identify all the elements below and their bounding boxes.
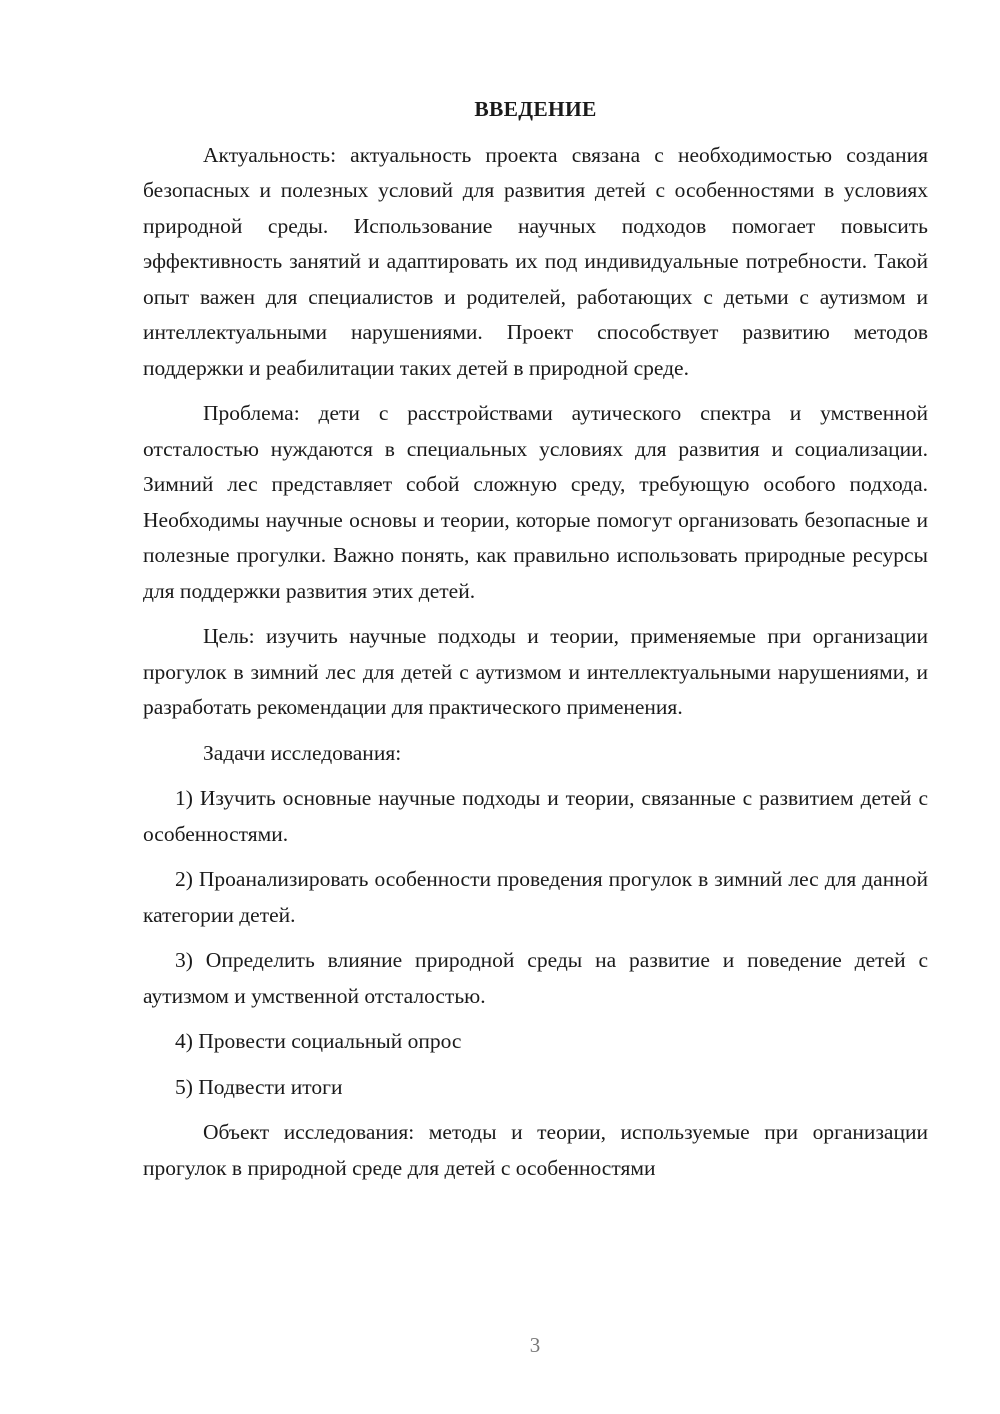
paragraph-object: Объект исследования: методы и теории, используемые при организации прогулок в природной среде для детей с особенностями (143, 1120, 928, 1180)
task-item-2: 2) Проанализировать особенности проведения прогулок в зимний лес для данной категории детей. (143, 867, 928, 927)
paragraph-relevance: Актуальность: актуальность проекта связана с необходимостью создания безопасных и полезных условий для развития детей с особенностями в условиях природной среды. Использование научных подходов помогает повысить эффективность занятий и адаптировать их под индивидуальные потребности. Такой опыт важен для специалистов и родителей, работающих с детьми с аутизмом и интеллектуальными нарушениями. Проект способствует развитию методов поддержки и реабилитации таких детей в природной среде. (143, 142, 928, 380)
page-title: ВВЕДЕНИЕ (474, 97, 597, 121)
task-item-3: 3) Определить влияние природной среды на развитие и поведение детей с аутизмом и умственной отсталостью. (143, 948, 928, 1008)
task-item-5: 5) Подвести итоги (175, 1074, 343, 1099)
task-item-1: 1) Изучить основные научные подходы и теории, связанные с развитием детей с особенностями. (143, 786, 928, 846)
document-body (143, 92, 928, 1196)
task-item-4: 4) Провести социальный опрос (175, 1029, 462, 1053)
page-number: 3 (529, 1333, 541, 1357)
paragraph-tasks-heading: Задачи исследования: (203, 740, 402, 765)
paragraph-goal: Цель: изучить научные подходы и теории, применяемые при организации прогулок в зимний лес для детей с аутизмом и интеллектуальными нарушениями, и разработать рекомендации для практического применения. (143, 624, 928, 719)
paragraph-problem: Проблема: дети с расстройствами аутического спектра и умственной отсталостью нуждаются в специальных условиях для развития и социализации. Зимний лес представляет собой сложную среду, требующую особого подхода. Необходимы научные основы и теории, которые помогут организовать безопасные и полезные прогулки. Важно понять, как правильно использовать природные ресурсы для поддержки развития этих детей. (143, 401, 928, 603)
